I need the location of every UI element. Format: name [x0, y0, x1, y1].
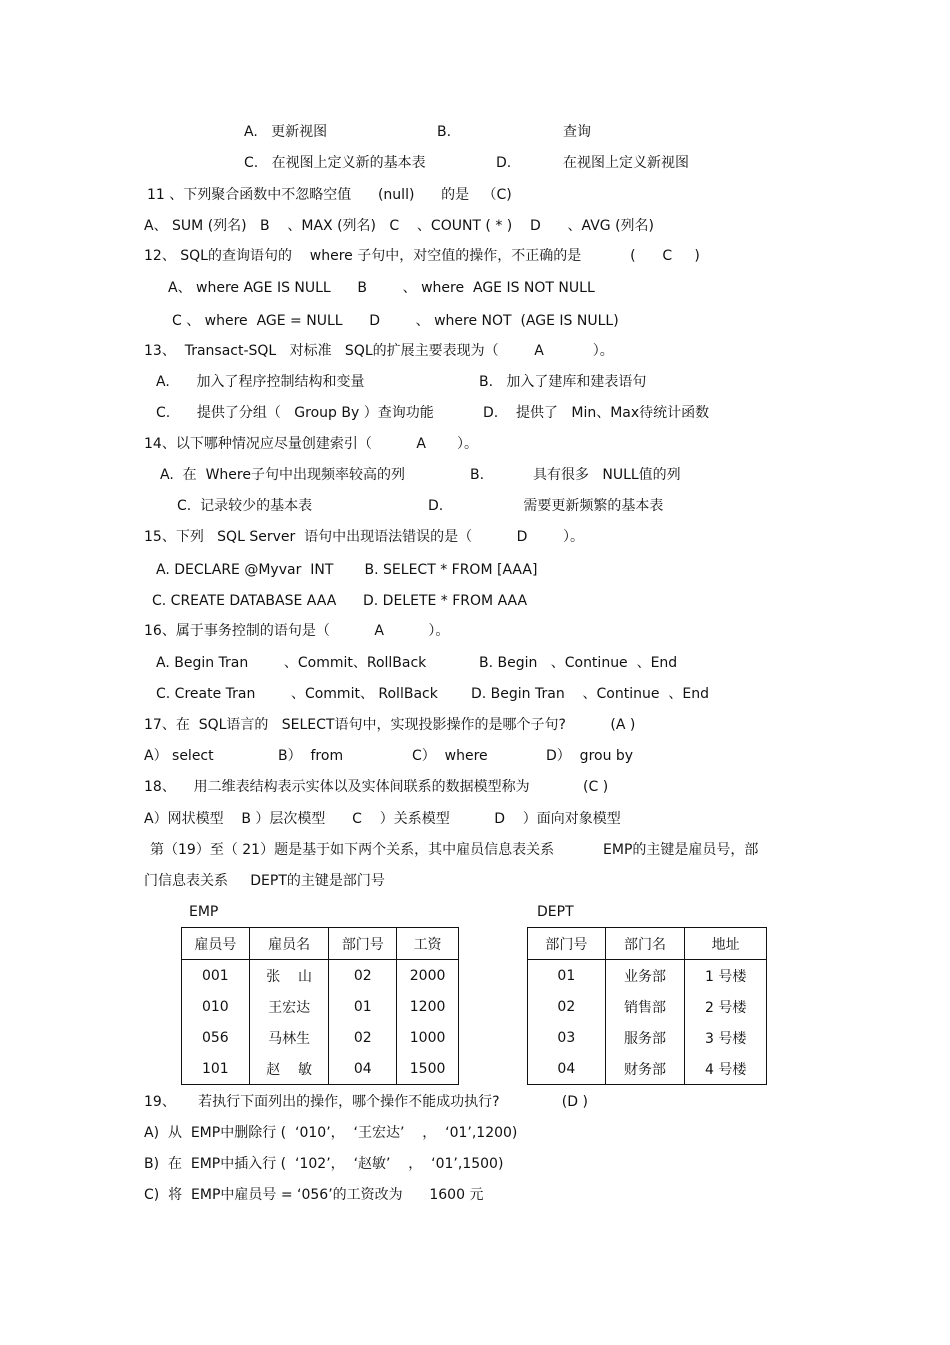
table-cell: 1000 — [397, 1022, 459, 1053]
column-header: 雇员号 — [182, 928, 250, 960]
q12-options-ab: A、 where AGE IS NULL B 、 where AGE IS NOT NULL — [168, 280, 595, 296]
table-row — [182, 1022, 459, 1053]
q19-option-b: B) 在 EMP中插入行 ( ‘102’， ‘赵敏’ ， ‘01’,1500) — [144, 1156, 504, 1172]
table-cell: 056 — [182, 1022, 250, 1053]
q16-option-c: C. Create Tran 、Commit、 RollBack — [156, 686, 438, 702]
q15-question: 15、下列 SQL Server 语句中出现语法错误的是（ D ）。 — [144, 529, 585, 545]
table-cell: 3 号楼 — [685, 1022, 767, 1053]
table-header-row — [528, 928, 767, 960]
table-cell: 04 — [329, 1053, 397, 1085]
q13-question: 13、 Transact-SQL 对标准 SQL的扩展主要表现为（ A ）。 — [144, 343, 614, 359]
q17-option-d: D） grou by — [546, 748, 634, 764]
table-cell: 01 — [528, 960, 606, 992]
dept-table — [527, 927, 767, 1085]
q18-options: A）网状模型 B ）层次模型 C ）关系模型 D ）面向对象模型 — [144, 811, 621, 827]
q13-option-c: C. 提供了分组（ Group By ）查询功能 — [156, 405, 434, 421]
emp-table-label: EMP — [189, 904, 219, 920]
column-header: 雇员名 — [249, 928, 329, 960]
table-cell: 2 号楼 — [685, 991, 767, 1022]
q14-question: 14、以下哪种情况应尽量创建索引（ A ）。 — [144, 436, 479, 452]
q17-option-a: A） select — [144, 748, 214, 764]
table-cell: 03 — [528, 1022, 606, 1053]
q15-options-ab: A. DECLARE @Myvar INT B. SELECT * FROM [AAA] — [156, 562, 538, 578]
q17-question: 17、在 SQL语言的 SELECT语句中，实现投影操作的是哪个子句? (A ) — [144, 717, 636, 733]
q17-option-c: C） where — [412, 748, 488, 764]
table-cell: 02 — [329, 1022, 397, 1053]
q18-question: 18、 用二维表结构表示实体以及实体间联系的数据模型称为 (C ) — [144, 779, 609, 795]
table-row — [528, 960, 767, 992]
q16-option-d: D. Begin Tran 、Continue 、End — [471, 686, 709, 702]
table-cell: 02 — [528, 991, 606, 1022]
intro-line-1: 第（19）至（ 21）题是基于如下两个关系，其中雇员信息表关系 EMP的主键是雇员号，部 — [150, 842, 759, 858]
column-header: 部门名 — [605, 928, 685, 960]
q16-option-b: B. Begin 、Continue 、End — [479, 655, 678, 671]
dept-table-label: DEPT — [537, 904, 574, 920]
table-cell: 1200 — [397, 991, 459, 1022]
q14-option-a: A. 在 Where子句中出现频率较高的列 — [160, 467, 405, 483]
table-cell: 101 — [182, 1053, 250, 1085]
q10-option-b-label: B. — [437, 124, 452, 140]
table-cell: 财务部 — [605, 1053, 685, 1085]
q14-option-c: C. 记录较少的基本表 — [177, 498, 313, 514]
table-row — [182, 1053, 459, 1085]
q16-question: 16、属于事务控制的语句是（ A ）。 — [144, 623, 450, 639]
table-cell: 04 — [528, 1053, 606, 1085]
q13-option-b: B. 加入了建库和建表语句 — [479, 374, 647, 390]
table-cell: 1500 — [397, 1053, 459, 1085]
table-cell: 销售部 — [605, 991, 685, 1022]
q16-option-a: A. Begin Tran 、Commit、RollBack — [156, 655, 427, 671]
table-cell: 业务部 — [605, 960, 685, 992]
table-row — [528, 1053, 767, 1085]
q19-option-a: A) 从 EMP中删除行 ( ‘010’， ‘王宏达’ ， ‘01’,1200) — [144, 1125, 518, 1141]
q14-option-b: B. 具有很多 NULL值的列 — [470, 467, 681, 483]
table-cell: 服务部 — [605, 1022, 685, 1053]
table-row — [528, 991, 767, 1022]
q10-option-d-text: 在视图上定义新视图 — [563, 155, 689, 171]
q15-options-cd: C. CREATE DATABASE AAA D. DELETE * FROM AAA — [152, 593, 528, 609]
table-cell: 4 号楼 — [685, 1053, 767, 1085]
table-cell: 1 号楼 — [685, 960, 767, 992]
q11-options: A、 SUM (列名) B 、MAX (列名) C 、COUNT ( * ) D 、AVG (列名) — [144, 218, 655, 234]
table-cell: 01 — [329, 991, 397, 1022]
column-header: 地址 — [685, 928, 767, 960]
column-header: 工资 — [397, 928, 459, 960]
table-cell: 张 山 — [249, 960, 329, 992]
q10-option-d-label: D. — [496, 155, 512, 171]
table-cell: 王宏达 — [249, 991, 329, 1022]
q10-option-c: C. 在视图上定义新的基本表 — [244, 155, 426, 171]
table-cell: 02 — [329, 960, 397, 992]
table-cell: 2000 — [397, 960, 459, 992]
column-header: 部门号 — [528, 928, 606, 960]
table-cell: 010 — [182, 991, 250, 1022]
table-row — [528, 1022, 767, 1053]
column-header: 部门号 — [329, 928, 397, 960]
q13-option-d: D. 提供了 Min、Max待统计函数 — [483, 405, 710, 421]
q10-option-a: A. 更新视图 — [244, 124, 328, 140]
q10-option-b-text: 查询 — [563, 124, 591, 140]
table-row — [182, 991, 459, 1022]
q11-question: 11 、下列聚合函数中不忽略空值 (null) 的是 （C) — [147, 187, 512, 203]
q14-option-d: D. 需要更新频繁的基本表 — [428, 498, 664, 514]
q13-option-a: A. 加入了程序控制结构和变量 — [156, 374, 365, 390]
table-cell: 001 — [182, 960, 250, 992]
intro-line-2: 门信息表关系 DEPT的主键是部门号 — [144, 873, 385, 889]
emp-table — [181, 927, 459, 1085]
q17-option-b: B） from — [278, 748, 344, 764]
q12-options-cd: C 、 where AGE = NULL D 、 where NOT (AGE IS NULL) — [172, 313, 619, 329]
q19-option-c: C) 将 EMP中雇员号 = ‘056’的工资改为 1600 元 — [144, 1187, 484, 1203]
table-cell: 马林生 — [249, 1022, 329, 1053]
table-row — [182, 960, 459, 992]
q19-question: 19、 若执行下面列出的操作，哪个操作不能成功执行? (D ) — [144, 1094, 588, 1110]
table-header-row — [182, 928, 459, 960]
table-cell: 赵 敏 — [249, 1053, 329, 1085]
q12-question: 12、 SQL的查询语句的 where 子句中，对空值的操作，不正确的是 ( C ) — [144, 248, 700, 264]
